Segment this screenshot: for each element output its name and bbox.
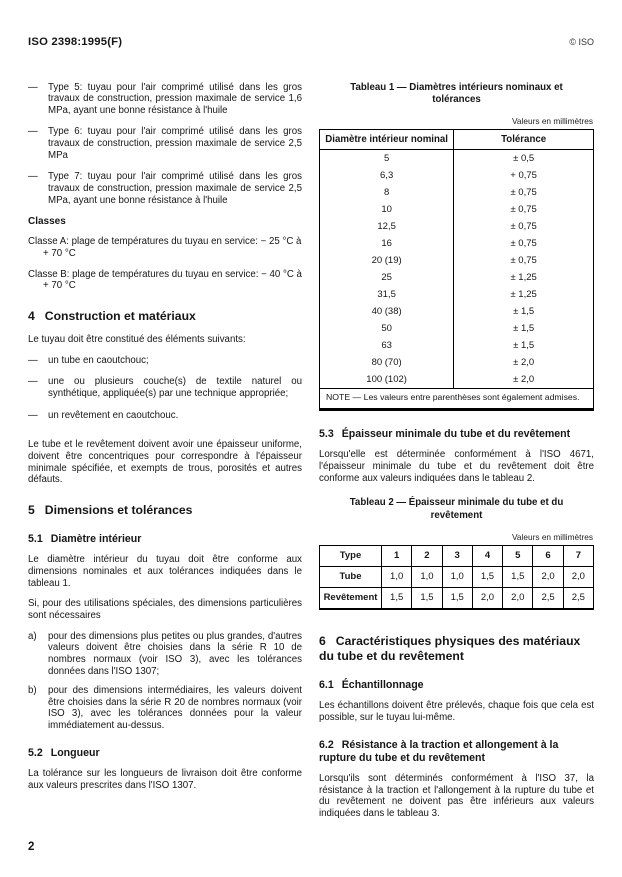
- lettered-item-a: [28, 631, 302, 678]
- section-title: Construction et matériaux: [44, 308, 196, 323]
- table2-col-header: 7: [563, 545, 593, 566]
- table1-cell: ± 1,25: [510, 272, 537, 284]
- table1-cell: ± 1,5: [513, 323, 535, 335]
- table2-cell: 2,0: [503, 587, 533, 609]
- section-6-1-paragraph: Les échantillons doivent être prélevés, chaque fois que cela est possible, sur le tuyau lui-même.: [319, 700, 594, 723]
- table1-cell: 31,5: [320, 286, 454, 303]
- table1-body: [320, 150, 594, 389]
- classe-b-paragraph: Classe B: plage de températures du tuyau en service: − 40 °C à + 70 °C: [28, 268, 302, 292]
- section-5-1-paragraph-1: Le diamètre intérieur du tuyau doit être conforme aux dimensions nominales et aux tolérances indiquées dans le tableau 1.: [28, 554, 302, 589]
- list-item-text: Type 5: tuyau pour l'air comprimé utilisé dans les gros travaux de construction, pression maximale de service 1,6 MPa, ayant une bonne résistance à l'huile: [48, 81, 302, 116]
- table1-cell: ± 2,0: [513, 374, 535, 386]
- table2-body: [320, 566, 594, 609]
- left-column: [28, 82, 302, 829]
- table1-cell: 6,3: [320, 167, 454, 184]
- table1-cell: ± 0,75: [510, 204, 537, 216]
- table1-cell: 5: [320, 150, 454, 168]
- table1-header-row: [320, 129, 594, 150]
- section-5-heading: [28, 503, 302, 518]
- table1-cell: ± 1,5: [513, 306, 535, 318]
- table1-cell: 50: [320, 320, 454, 337]
- table2-minimum-thickness: [319, 545, 594, 610]
- section-number: 5.3: [319, 428, 334, 441]
- table1-cell: ± 0,75: [510, 187, 537, 199]
- construction-item-2: [28, 376, 302, 399]
- section-number: 5.1: [28, 533, 43, 546]
- item-marker: b): [28, 685, 37, 697]
- section-4-paragraph: Le tube et le revêtement doivent avoir une épaisseur uniforme, doivent être concentriques pour correspondre à l'épaisseur minimale spécifiée, et exempts de trous, porosités et autres défauts.: [28, 439, 302, 486]
- section-title: Diamètre intérieur: [50, 533, 142, 546]
- table2-col-header: 1: [382, 545, 412, 566]
- table1-cell: ± 0,75: [510, 255, 537, 267]
- list-item-type5: [28, 82, 302, 117]
- section-number: 5.2: [28, 746, 43, 759]
- table1-row: [320, 286, 594, 303]
- table1-row: [320, 167, 594, 184]
- section-title: Épaisseur minimale du tube et du revêtement: [341, 428, 571, 441]
- section-6-1-heading: [319, 679, 594, 692]
- section-5-1-heading: [28, 533, 302, 546]
- section-6-heading: [319, 634, 594, 665]
- copyright-notice: © ISO: [569, 37, 594, 47]
- table2-col-header: 4: [472, 545, 502, 566]
- section-number: 6: [319, 633, 326, 648]
- table1-cell: ± 1,5: [513, 340, 535, 352]
- table1-cell: ± 1,25: [510, 289, 537, 301]
- section-title: Dimensions et tolérances: [44, 502, 193, 517]
- table1-row: [320, 354, 594, 371]
- table1-cell: 80 (70): [320, 354, 454, 371]
- table1-head: [320, 129, 594, 150]
- table1-row: [320, 371, 594, 389]
- table2-cell: 2,5: [533, 587, 563, 609]
- page-header: [28, 36, 594, 50]
- table2-cell: 1,0: [442, 566, 472, 587]
- page-number: 2: [28, 841, 35, 854]
- construction-item-1: [28, 355, 302, 367]
- table1-row: [320, 320, 594, 337]
- table1-row: [320, 337, 594, 354]
- section-6-2-paragraph: Lorsqu'ils sont déterminés conformément à l'ISO 37, la résistance à la traction et l'allongement à la rupture du tube et du revêtement ne doivent pas être inférieurs aux valeurs indiquées dans le tableau 3.: [319, 773, 594, 819]
- table2-units-note: Valeurs en millimètres: [512, 531, 593, 542]
- lettered-item-b: [28, 685, 302, 732]
- two-column-body: [28, 82, 594, 829]
- table1-cell: 12,5: [320, 218, 454, 235]
- table1-row: [320, 303, 594, 320]
- table1-cell: 16: [320, 235, 454, 252]
- section-5-1-paragraph-2: Si, pour des utilisations spéciales, des dimensions particulières sont nécessaires: [28, 598, 302, 621]
- table2-cell: 1,0: [382, 566, 412, 587]
- table2-row: [320, 587, 594, 609]
- section-title: Résistance à la traction et allongement à la rupture du tube et du revêtement: [319, 738, 559, 764]
- table2-head: [320, 545, 594, 566]
- dash-marker: —: [28, 409, 38, 421]
- table1-col-header-nominal: Diamètre intérieur nominal: [320, 129, 454, 150]
- table1-cell: ± 2,0: [513, 357, 535, 369]
- table1-cell: 63: [320, 337, 454, 354]
- table1-cell: ± 0,75: [510, 221, 537, 233]
- section-number: 6.1: [319, 679, 334, 692]
- table2-cell: 1,5: [442, 587, 472, 609]
- document-number: ISO 2398:1995(F): [28, 36, 123, 48]
- table2-cell: 1,5: [382, 587, 412, 609]
- table2-cell: 1,0: [412, 566, 442, 587]
- construction-item-3: [28, 410, 302, 422]
- list-item-type7: [28, 171, 302, 206]
- table1-cell: 8: [320, 184, 454, 201]
- section-5-3-paragraph: Lorsqu'elle est déterminée conformément à l'ISO 4671, l'épaisseur minimale du tube et du revêtement doit être conforme aux valeurs indiquées dans le tableau 2.: [319, 449, 594, 484]
- item-text: pour des dimensions intermédiaires, les valeurs doivent être choisies dans la série R 20 de nombres normaux (voir ISO 3), avec les tolérances données pour la valeur immédiatement au-dessus.: [48, 685, 302, 732]
- dash-marker: —: [28, 81, 38, 93]
- list-item-text: Type 7: tuyau pour l'air comprimé utilisé dans les gros travaux de construction, pression maximale de service 2,5 MPa, ayant une bonne résistance à l'huile: [48, 171, 302, 206]
- section-5-3-heading: [319, 428, 594, 441]
- list-item-text: un tube en caoutchouc;: [48, 354, 149, 366]
- section-number: 4: [28, 308, 35, 323]
- table1-cell: 10: [320, 201, 454, 218]
- section-title: Longueur: [50, 746, 100, 759]
- list-item-text: une ou plusieurs couche(s) de textile naturel ou synthétique, appliquée(s) par une technique appropriée;: [48, 376, 302, 400]
- list-item-type6: [28, 126, 302, 161]
- section-number: 5: [28, 502, 35, 517]
- table2-caption: Tableau 2 — Épaisseur minimale du tube et du revêtement: [349, 497, 564, 521]
- table1-cell: 100 (102): [320, 371, 454, 389]
- table1-cell: + 0,75: [510, 170, 537, 182]
- table1-note-section: [320, 389, 594, 410]
- table2-cell: 2,5: [563, 587, 593, 609]
- table1-row: [320, 235, 594, 252]
- table1-row: [320, 184, 594, 201]
- section-title: Caractéristiques physiques des matériaux du tube et du revêtement: [319, 633, 581, 663]
- table1-row: [320, 269, 594, 286]
- list-item-text: un revêtement en caoutchouc.: [48, 409, 179, 421]
- item-text: pour des dimensions plus petites ou plus grandes, d'autres valeurs doivent être choisies dans la série R 10 de nombres normaux (voir ISO 3), avec les tolérances données dans l'ISO 1307;: [48, 630, 302, 677]
- dash-marker: —: [28, 126, 38, 138]
- table1-cell: ± 0,75: [510, 238, 537, 250]
- table2-cell: 1,5: [472, 566, 502, 587]
- table1-cell: ± 0,5: [513, 153, 535, 165]
- table2-cell: 2,0: [563, 566, 593, 587]
- table1-row: [320, 150, 594, 168]
- table2-header-row: [320, 545, 594, 566]
- table2-row-header: Revêtement: [320, 587, 382, 609]
- table1-cell: 20 (19): [320, 252, 454, 269]
- table1-col-header-tolerance: Tolérance: [454, 129, 594, 150]
- table1-note-row: [320, 389, 594, 410]
- table2-col-header: 2: [412, 545, 442, 566]
- table2-cell: 1,5: [503, 566, 533, 587]
- section-5-2-heading: [28, 747, 302, 760]
- table2-col-header: 6: [533, 545, 563, 566]
- table2-row-header: Tube: [320, 566, 382, 587]
- table2-cell: 1,5: [412, 587, 442, 609]
- item-marker: a): [28, 630, 37, 642]
- list-item-text: Type 6: tuyau pour l'air comprimé utilisé dans les gros travaux de construction, pression maximale de service 2,5 MPa: [48, 126, 302, 161]
- table2-corner-header: Type: [320, 545, 382, 566]
- classe-a-paragraph: Classe A: plage de températures du tuyau en service: − 25 °C à + 70 °C: [28, 236, 302, 259]
- right-column: [319, 82, 594, 829]
- table2-cell: 2,0: [472, 587, 502, 609]
- table1-row: [320, 201, 594, 218]
- table2-col-header: 5: [503, 545, 533, 566]
- table2-row: [320, 566, 594, 587]
- section-title: Échantillonnage: [341, 679, 424, 692]
- table1-units-note: Valeurs en millimètres: [512, 115, 593, 126]
- table1-row: [320, 252, 594, 269]
- table1-note: NOTE — Les valeurs entre parenthèses sont également admises.: [320, 389, 594, 410]
- dash-marker: —: [28, 354, 38, 366]
- table2-cell: 2,0: [533, 566, 563, 587]
- dash-marker: —: [28, 376, 38, 388]
- table1-cell: 25: [320, 269, 454, 286]
- section-4-heading: [28, 309, 302, 324]
- section-4-intro: Le tuyau doit être constitué des éléments suivants:: [28, 334, 246, 346]
- table1-caption: Tableau 1 — Diamètres intérieurs nominaux et tolérances: [350, 81, 563, 106]
- table1-diameters-tolerances: [319, 129, 594, 412]
- classes-heading: Classes: [28, 216, 66, 228]
- table1-cell: 40 (38): [320, 303, 454, 320]
- table2-col-header: 3: [442, 545, 472, 566]
- section-number: 6.2: [319, 738, 334, 751]
- section-5-2-paragraph: La tolérance sur les longueurs de livraison doit être conforme aux valeurs prescrites dans l'ISO 1307.: [28, 767, 302, 791]
- table1-row: [320, 218, 594, 235]
- section-6-2-heading: [319, 739, 594, 765]
- dash-marker: —: [28, 171, 38, 183]
